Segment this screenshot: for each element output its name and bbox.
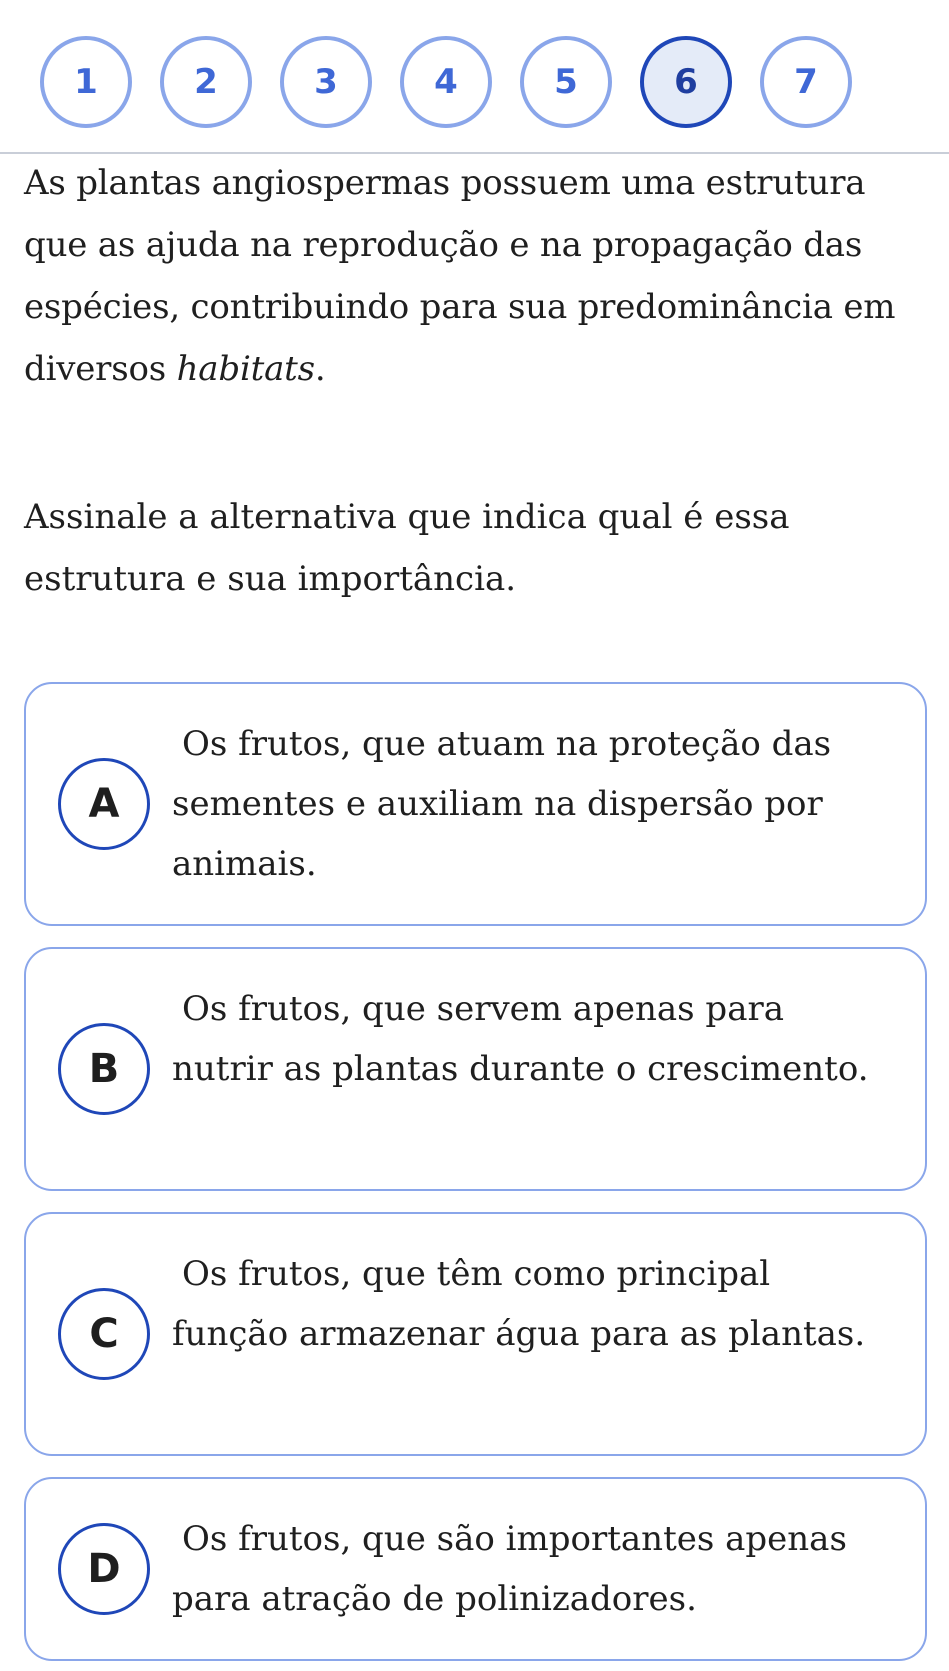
step-1-button[interactable]: 1 (40, 36, 132, 128)
step-7-button[interactable]: 7 (760, 36, 852, 128)
option-text: Os frutos, que são importantes apenas para atração de polinizadores. (172, 1519, 847, 1619)
step-5-button[interactable]: 5 (520, 36, 612, 128)
question-italic-word: habitats (176, 349, 315, 389)
option-c[interactable] (24, 1212, 927, 1456)
option-letter-badge: B (58, 1023, 150, 1115)
option-d[interactable] (24, 1477, 927, 1661)
option-text: Os frutos, que servem apenas para nutrir as plantas durante o crescimento. (172, 989, 869, 1089)
step-3-button[interactable]: 3 (280, 36, 372, 128)
option-letter-badge: A (58, 758, 150, 850)
option-letter-badge: C (58, 1288, 150, 1380)
question-text-main: As plantas angiospermas possuem uma estrutura que as ajuda na reprodução e na propagação das espécies, contribuindo para sua predominância em diversos (24, 163, 896, 389)
step-6-button-current[interactable]: 6 (640, 36, 732, 128)
option-text: Os frutos, que atuam na proteção das sementes e auxiliam na dispersão por animais. (172, 724, 832, 884)
option-a[interactable] (24, 682, 927, 926)
question-text (24, 152, 929, 400)
step-2-button[interactable]: 2 (160, 36, 252, 128)
question-text-end: . (314, 349, 326, 389)
option-letter-badge: D (58, 1523, 150, 1615)
option-text: Os frutos, que têm como principal função armazenar água para as plantas. (172, 1254, 866, 1354)
question-stepper (0, 0, 949, 154)
option-b[interactable] (24, 947, 927, 1191)
step-4-button[interactable]: 4 (400, 36, 492, 128)
question-instruction: Assinale a alternativa que indica qual é essa estrutura e sua importância. (24, 497, 790, 599)
